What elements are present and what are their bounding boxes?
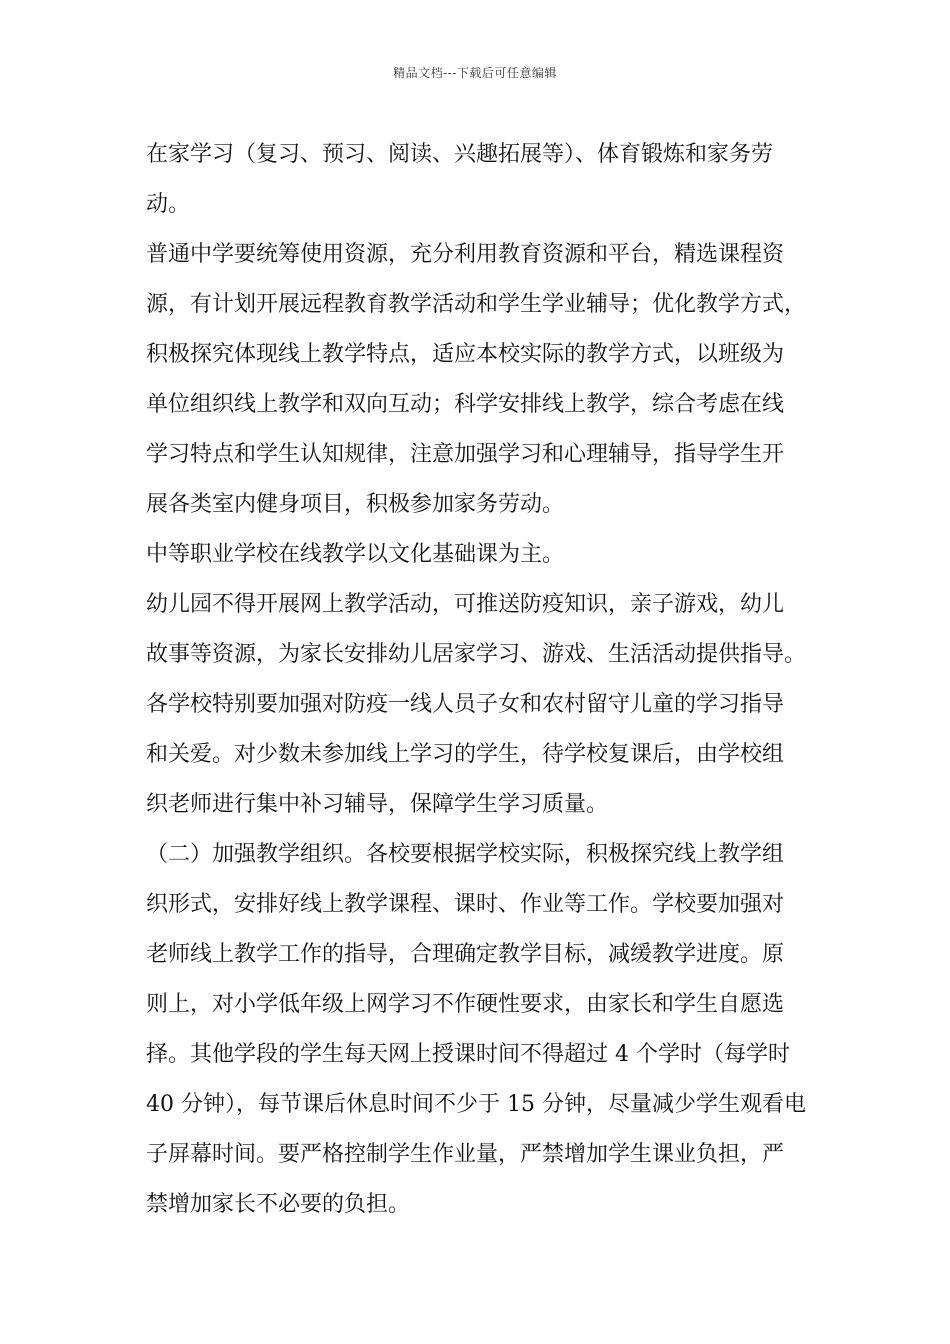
text-line: 积极探究体现线上教学特点，适应本校实际的教学方式，以班级为 xyxy=(146,342,785,367)
text-line: 普通中学要统筹使用资源，充分利用教育资源和平台，精选课程资 xyxy=(146,242,785,267)
text-line: 动。 xyxy=(146,192,191,217)
text-line: 择。其他学段的学生每天网上授课时间不得超过 4 个学时（每学时 xyxy=(146,1042,790,1067)
text-line: 40 分钟），每节课后休息时间不少于 15 分钟，尽量减少学生观看电 xyxy=(146,1092,806,1117)
text-line: 各学校特别要加强对防疫一线人员子女和农村留守儿童的学习指导 xyxy=(146,692,785,717)
page-header: 精品文档---下载后可任意编辑 xyxy=(393,66,557,80)
text-line: 和关爱。对少数未参加线上学习的学生，待学校复课后，由学校组 xyxy=(146,742,785,767)
text-line: 则上，对小学低年级上网学习不作硬性要求，由家长和学生自愿选 xyxy=(146,992,785,1017)
text-line: 学习特点和学生认知规律，注意加强学习和心理辅导，指导学生开 xyxy=(146,442,785,467)
text-line: 织老师进行集中补习辅导，保障学生学习质量。 xyxy=(146,792,609,817)
document-body xyxy=(146,130,836,1230)
text-line: 故事等资源，为家长安排幼儿居家学习、游戏、生活活动提供指导。 xyxy=(146,642,807,667)
text-line: 展各类室内健身项目，积极参加家务劳动。 xyxy=(146,492,565,517)
text-line: （二）加强教学组织。各校要根据学校实际，积极探究线上教学组 xyxy=(146,842,785,867)
text-line: 在家学习（复习、预习、阅读、兴趣拓展等）、体育锻炼和家务劳 xyxy=(146,142,774,167)
text-line: 织形式，安排好线上教学课程、课时、作业等工作。学校要加强对 xyxy=(146,892,785,917)
text-line: 幼儿园不得开展网上教学活动，可推送防疫知识，亲子游戏，幼儿 xyxy=(146,592,785,617)
text-line: 源，有计划开展远程教育教学活动和学生学业辅导；优化教学方式， xyxy=(146,292,807,317)
text-line: 子屏幕时间。要严格控制学生作业量，严禁增加学生课业负担，严 xyxy=(146,1142,785,1167)
text-line: 单位组织线上教学和双向互动；科学安排线上教学，综合考虑在线 xyxy=(146,392,785,417)
text-line: 老师线上教学工作的指导，合理确定教学目标，减缓教学进度。原 xyxy=(146,942,785,967)
text-line: 中等职业学校在线教学以文化基础课为主。 xyxy=(146,542,565,567)
text-line: 禁增加家长不必要的负担。 xyxy=(146,1192,411,1217)
